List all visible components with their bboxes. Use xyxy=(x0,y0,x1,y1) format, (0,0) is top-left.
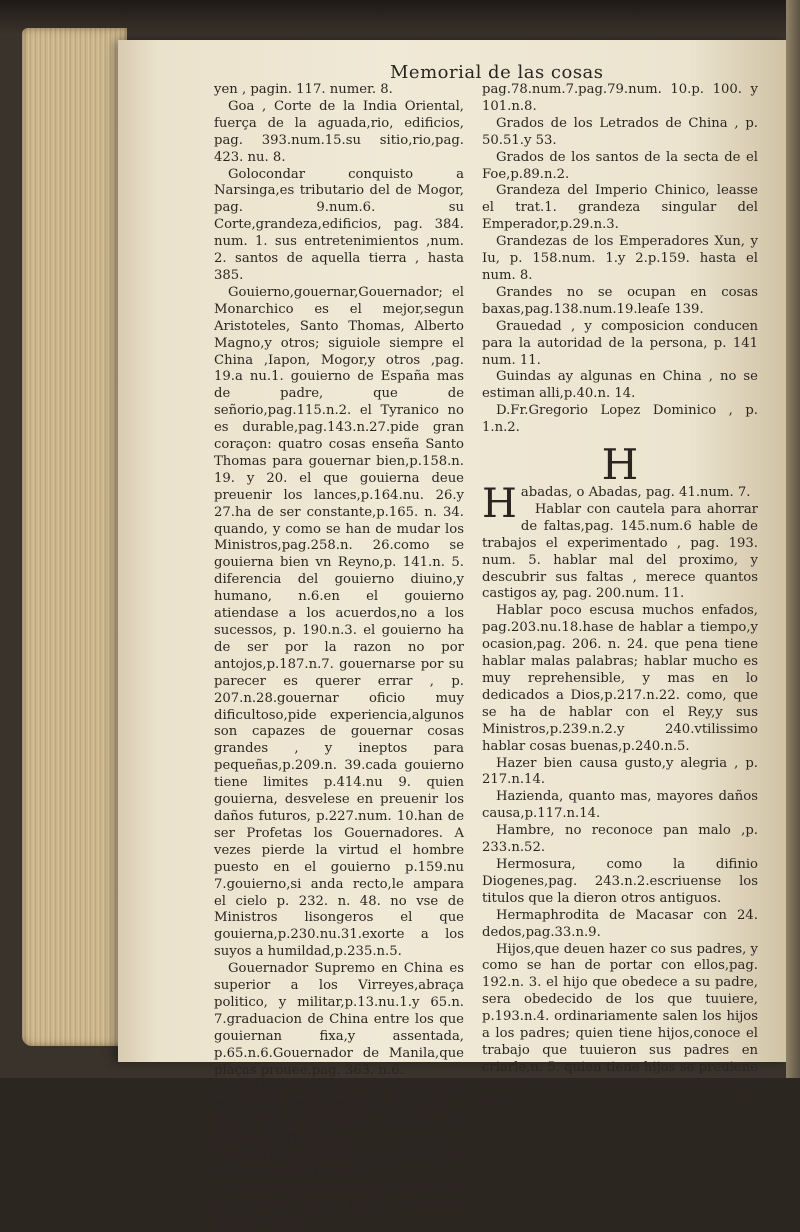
index-entry: pag.78.num.7.pag.79.num. 10.p. 100. y 101.n.8. xyxy=(482,82,758,114)
index-entry-text: abadas, o Abadas, pag. 41.num. 7. xyxy=(520,485,751,501)
index-entry: Grandezas de los Emperadores Xun, y Iu, p. 158.num. 1.y 2.p.159. hasta el num. 8. xyxy=(482,234,758,283)
index-entry: Hijos,que deuen hazer co sus padres, y como se han de portar con ellos,pag. 192.n. 3. el hijo que obedece a su padre, sera obedecido de los que tuuiere, p.193.n.4. ordinariamente salen los hijos a los padres; quien tiene hijos,conoce el trabajo que tuuieron sus padres en criarle,n. 5. quien tiene hijos se preuiene para la vejez, nu. 6. alegrese el hijo, quan- xyxy=(482,941,758,1109)
index-entry: Golocondar conquisto a Narsinga,es tributario del de Mogor, pag. 9.num.6. su Corte,grandeza,edificios, pag. 384. num. 1. sus entretenimientos ,num. 2. santos de aquella tierra , hasta 385. xyxy=(214,166,464,283)
drop-cap: H xyxy=(482,481,517,528)
index-entry: Gouierno,gouernar,Gouernador; el Monarchico es el mejor,segun Aristoteles, Santo Thomas, Alberto Magno,y otros; siguiole siempre el China ,Iapon, Mogor,y otros ,pag. 19.a nu.1. gouierno de España mas de padre, que de señorio,pag.115.n.2. el Tyranico no es durable,pag.143.n.27.pide gran coraçon: quatro cosas enseña Santo Thomas para gouernar bien,p.158.n. 19. y 20. el que gouierna deue preuenir los lances,p.164.nu. 26.y 27.ha de ser constante,p.165. n. 34. quando, y como se han de mudar los Ministros,pag.258.n. 26.como se gouierna bien vn Reyno,p. 141.n. 5. diferencia del gouierno diuino,y humano, n.6.en el gouierno atiendase a los acuerdos,no a los sucessos, p. 190.n.3. el gouierno ha de ser por la razon no por antojos,p.187.n.7. gouernarse por su parecer es querer errar , p. 207.n.28.gouernar oficio muy dificultoso,pide experiencia,algunos son capazes de gouernar cosas grandes , y ineptos para pequeñas,p.209.n. 39.cada gouierno tiene limites p.414.nu 9. quien gouierna, desvelese en preuenir los daños futuros, p.227.num. 10.han de ser Profetas los Gouernadores. A vezes pierde la virtud el hombre puesto en el gouierno p.159.nu 7.gouierno,si anda recto,le ampara el cielo p. 232. n. 48. no vse de Ministros lisongeros el que gouierna,p.230.nu.31.exorte a los suyos a humildad,p.235.n.5. xyxy=(214,284,464,960)
index-entry: Gouernador Supremo en China es superior a los Virreyes,abraça politico, y militar,p.13.nu.1.y 65.n. 7.graduacion de China entre los que gouiernan fixa,y assentada, p.65.n.6.Gouernador de Manila,que plaças prouee,pag. 363. n.6. xyxy=(214,961,464,1078)
index-entry: Hazienda, quanto mas, mayores daños causa,p.117.n.14. xyxy=(482,789,758,822)
index-entry: Hambre, no reconoce pan malo ,p. 233.n.52. xyxy=(482,823,758,856)
index-entry: D.Fr.Gregorio Lopez Dominico , p. 1.n.2. xyxy=(482,403,758,436)
index-entry xyxy=(482,481,758,528)
index-entry: Del Padre Gouea de la Compañia de Iesus se haze mencion, pag.63.num.3. xyxy=(214,1180,464,1230)
index-entry: Hermaphrodita de Macasar con 24. dedos,pag.33.n.9. xyxy=(482,907,758,940)
index-entry: Grauedad , y composicion conducen para la autoridad de la persona, p. 141 num. 11. xyxy=(482,318,758,368)
index-entry: Hazer bien causa gusto,y alegria , p. 217.n.14. xyxy=(482,755,758,788)
index-entry: Goa , Corte de la India Oriental, fuerça de la aguada,rio, edificios, pag. 393.num.15.su sitio,rio,pag. 423. nu. 8. xyxy=(214,98,464,165)
running-head: Memorial de las cosas xyxy=(390,62,604,83)
index-entry: Grados de los Letrados de China , p. 50.51.y 53. xyxy=(482,115,758,148)
index-entry: Hablar con cautela para ahorrar de faltas,pag. 145.num.6 hable de trabajos el experimentado , pag. 193. num. 5. hablar mal del proximo, y descubrir sus faltas , merece quantos castigos ay, pag. 200.num. 11. xyxy=(482,501,758,602)
right-column xyxy=(482,82,758,1111)
index-entry: Gouernar vn Reyno , es curar vna enfermedad,p.106.n.11. xyxy=(214,1147,464,1179)
section-letter: H xyxy=(601,440,639,490)
index-entry: Hablar poco escusa muchos enfados, pag.203.nu.18.hase de hablar a tiempo,y ocasion,pag. 206. n. 24. que pena tiene hablar malas palabras; hablar mucho es muy reprehensible, y mas en lo dedicados a Dios,p.217.n.22. como, que se ha de hablar con el Rey,y sus Ministros,p.239.n.2.y 240.vtilissimo hablar cosas buenas,p.240.n.5. xyxy=(482,603,758,754)
facing-page-strip xyxy=(786,0,800,1078)
left-column xyxy=(214,82,464,1232)
index-entry: yen , pagin. 117. numer. 8. xyxy=(214,82,393,97)
index-entry: Vn Gouernador Chino examinaua vezes los negocios para no errar , pag. 149.n.3.num.5.se escriue de otro muy prudente. xyxy=(214,1079,464,1146)
page-stack-edge xyxy=(22,28,127,1046)
index-entry: Grados de los santos de la secta de el Foe,p.89.n.2. xyxy=(482,149,758,182)
index-entry: Guindas ay algunas en China , no se estiman alli,p.40.n. 14. xyxy=(482,369,758,402)
index-entry: Hermosura, como la difinio Diogenes,pag. 243.n.2.escriuense los titulos que la dieron otros antiguos. xyxy=(482,856,758,906)
index-entry: Grandes no se ocupan en cosas baxas,pag.138.num.19.leaſe 139. xyxy=(482,284,758,317)
index-entry: Grandeza del Imperio Chinico, leasse el trat.1. grandeza singular del Emperador,p.29.n.3. xyxy=(482,183,758,233)
